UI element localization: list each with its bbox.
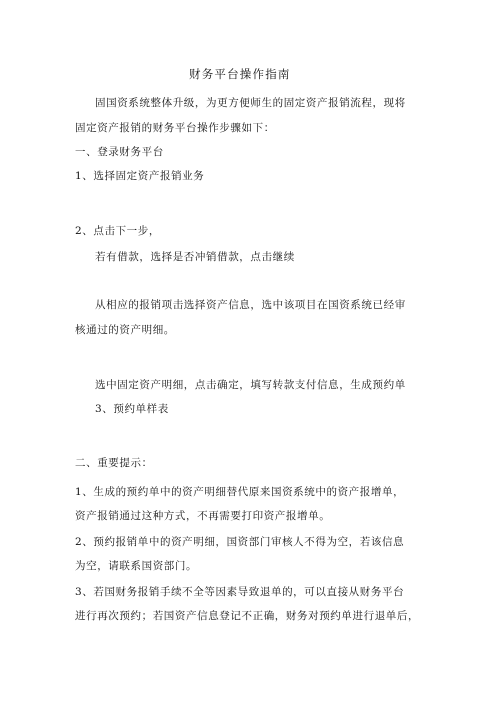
intro-line-1: 固国资系统整体升级，为更方便师生的固定资产报销流程，现将 <box>95 97 406 109</box>
section-1-heading: 一、登录财务平台 <box>75 146 164 158</box>
step-2-paragraph-line-1: 从相应的报销项击选择资产信息，选中该项目在国资系统已经审 <box>95 299 406 311</box>
step-2-confirm: 选中固定资产明细，点击确定，填写转款支付信息，生成预约单 <box>95 379 406 391</box>
tip-1-line-1: 1、生成的预约单中的资产明细替代原来国资系统中的资产报增单， <box>75 486 405 498</box>
step-2: 2、点击下一步， <box>75 225 160 237</box>
document-title: 财务平台操作指南 <box>189 67 291 81</box>
tip-1-line-2: 资产报销通过这种方式，不再需要打印资产报增单。 <box>75 510 331 522</box>
step-1: 1、选择固定资产报销业务 <box>75 170 205 182</box>
section-2-heading: 二、重要提示： <box>75 457 153 469</box>
tip-3-line-1: 3、若国财务报销手续不全等因素导致退单的，可以直接从财务平台 <box>75 586 405 598</box>
tip-2-line-2: 为空，请联系国资部门。 <box>75 560 198 572</box>
tip-2-line-1: 2、预约报销单中的资产明细，国资部门审核人不得为空，若该信息 <box>75 536 405 548</box>
step-3: 3、预约单样表 <box>95 403 169 415</box>
tip-3-line-2: 进行再次预约；若国资产信息登记不正确，财务对预约单进行退单后， <box>75 610 420 622</box>
step-2-detail: 若有借款，选择是否冲销借款，点击继续 <box>95 251 295 263</box>
step-2-paragraph-line-2: 核通过的资产明细。 <box>75 324 175 336</box>
intro-line-2: 固定资产报销的财务平台操作步骤如下： <box>75 122 275 134</box>
